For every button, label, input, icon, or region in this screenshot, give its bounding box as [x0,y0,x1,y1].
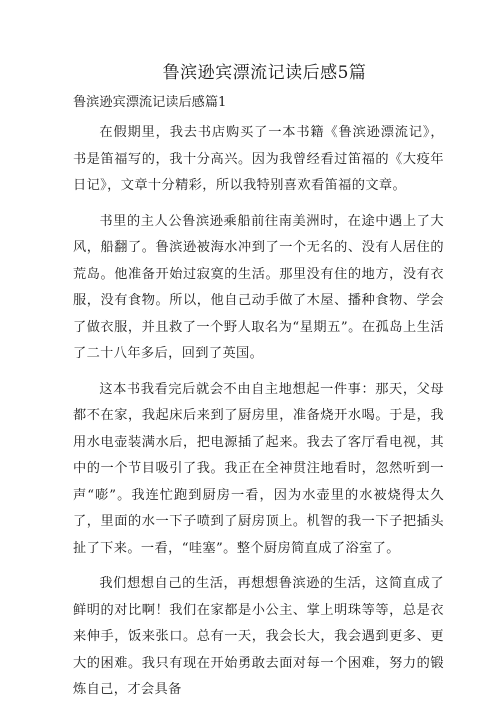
document-title: 鲁滨逊宾漂流记读后感5篇 [162,63,367,83]
paragraph-2: 书里的主人公鲁滨逊乘船前往南美洲时，在途中遇上了大风，船翻了。鲁滨逊被海水冲到了一个无名的、没有人居住的荒岛。他准备开始过寂寞的生活。那里没有住的地方，没有衣服，没有食物。所以，他自己动手做了木屋、播种食物、学会了做衣服，并且救了一个野人取名为“星期五”。在孤岛上生活了二十八年多后，回到了英国。 [73,213,444,361]
paragraph-1: 在假期里，我去书店购买了一本书籍《鲁滨逊漂流记》，书是笛福写的，我十分高兴。因为我曾经看过笛福的《大疫年日记》，文章十分精彩，所以我特别喜欢看笛福的文章。 [73,125,444,193]
paragraph-4: 我们想想自己的生活，再想想鲁滨逊的生活，这简直成了鲜明的对比啊！我们在家都是小公主、掌上明珠等等，总是衣来伸手，饭来张口。总有一天，我会长大，我会遇到更多、更大的困难。我只有现在开始勇敢去面对每一个困难，努力的锻炼自己，才会具备 [73,576,444,697]
section-heading: 鲁滨逊宾漂流记读后感篇1 [73,95,227,110]
paragraph-3: 这本书我看完后就会不由自主地想起一件事：那天，父母都不在家，我起床后来到了厨房里，准备烧开水喝。于是，我用水电壶装满水后，把电源插了起来。我去了客厅看电视，其中的一个节目吸引了我。我正在全神贯注地看时，忽然听到一声“嘭”。我连忙跑到厨房一看，因为水壶里的水被烧得太久了，里面的水一下子喷到了厨房顶上。机智的我一下子把插头扯了下来。一看，“哇塞”。整个厨房简直成了浴室了。 [73,381,444,556]
